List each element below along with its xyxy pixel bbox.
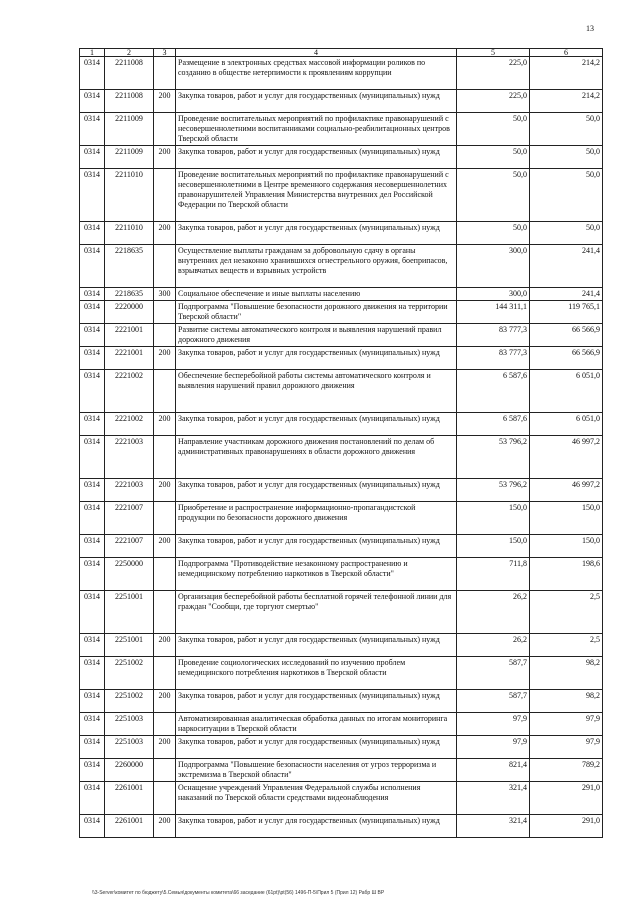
table-row (80, 815, 603, 838)
table-row (80, 782, 603, 815)
cell-section: 0314 (80, 479, 105, 502)
cell-expense-type: 200 (154, 146, 176, 169)
cell-code: 2250000 (105, 558, 154, 591)
cell-executed: 50,0 (530, 113, 603, 146)
table-row (80, 90, 603, 113)
cell-section: 0314 (80, 301, 105, 324)
cell-section: 0314 (80, 591, 105, 634)
table-row (80, 690, 603, 713)
cell-name: Закупка товаров, работ и услуг для государственных (муниципальных) нужд (176, 146, 457, 169)
cell-expense-type: 200 (154, 90, 176, 113)
cell-executed: 50,0 (530, 146, 603, 169)
cell-expense-type (154, 782, 176, 815)
cell-planned: 83 777,3 (457, 347, 530, 370)
cell-code: 2251001 (105, 591, 154, 634)
cell-code: 2221001 (105, 347, 154, 370)
cell-code: 2220000 (105, 301, 154, 324)
cell-section: 0314 (80, 370, 105, 413)
cell-section: 0314 (80, 288, 105, 301)
cell-name: Осуществление выплаты гражданам за добровольную сдачу в органы внутренних дел незаконно хранившихся огнестрельного оружия, боеприпасов, взрывчатых веществ и взрывных устройств (176, 245, 457, 288)
cell-section: 0314 (80, 815, 105, 838)
cell-planned: 150,0 (457, 535, 530, 558)
cell-name: Проведение социологических исследований по изучению проблем немедицинского потребления наркотиков в Тверской области (176, 657, 457, 690)
cell-planned: 26,2 (457, 634, 530, 657)
cell-planned: 225,0 (457, 57, 530, 90)
cell-executed: 241,4 (530, 245, 603, 288)
cell-section: 0314 (80, 634, 105, 657)
cell-executed: 50,0 (530, 222, 603, 245)
cell-code: 2221003 (105, 436, 154, 479)
header-cell-executed: 6 (530, 49, 603, 57)
cell-planned: 26,2 (457, 591, 530, 634)
cell-expense-type (154, 301, 176, 324)
cell-section: 0314 (80, 113, 105, 146)
cell-expense-type (154, 57, 176, 90)
cell-section: 0314 (80, 558, 105, 591)
cell-executed: 97,9 (530, 736, 603, 759)
cell-expense-type (154, 169, 176, 222)
cell-expense-type (154, 558, 176, 591)
cell-expense-type (154, 324, 176, 347)
cell-executed: 214,2 (530, 90, 603, 113)
header-cell-name: 4 (176, 49, 457, 57)
cell-executed: 66 566,9 (530, 347, 603, 370)
cell-expense-type: 200 (154, 690, 176, 713)
cell-name: Подпрограмма "Повышение безопасности населения от угроз терроризма и экстремизма в Тверской области" (176, 759, 457, 782)
cell-executed: 291,0 (530, 815, 603, 838)
cell-section: 0314 (80, 90, 105, 113)
table-row (80, 591, 603, 634)
cell-expense-type: 200 (154, 347, 176, 370)
cell-section: 0314 (80, 690, 105, 713)
cell-code: 2211010 (105, 222, 154, 245)
cell-section: 0314 (80, 245, 105, 288)
cell-planned: 50,0 (457, 146, 530, 169)
cell-name: Размещение в электронных средствах массовой информации роликов по созданию в обществе нетерпимости к проявлениям коррупции (176, 57, 457, 90)
cell-executed: 98,2 (530, 690, 603, 713)
cell-executed: 46 997,2 (530, 436, 603, 479)
cell-section: 0314 (80, 146, 105, 169)
table-row (80, 146, 603, 169)
cell-planned: 53 796,2 (457, 479, 530, 502)
cell-expense-type (154, 436, 176, 479)
cell-planned: 97,9 (457, 713, 530, 736)
cell-code: 2221003 (105, 479, 154, 502)
cell-expense-type (154, 713, 176, 736)
cell-expense-type (154, 370, 176, 413)
table-row (80, 736, 603, 759)
cell-name: Обеспечение бесперебойной работы системы автоматического контроля и выявления нарушений правил дорожного движения (176, 370, 457, 413)
cell-expense-type: 200 (154, 736, 176, 759)
cell-name: Закупка товаров, работ и услуг для государственных (муниципальных) нужд (176, 413, 457, 436)
cell-section: 0314 (80, 759, 105, 782)
cell-executed: 789,2 (530, 759, 603, 782)
cell-expense-type (154, 657, 176, 690)
cell-code: 2251003 (105, 736, 154, 759)
cell-code: 2221007 (105, 535, 154, 558)
cell-name: Направление участникам дорожного движения постановлений по делам об административных правонарушениях в области дорожного движения (176, 436, 457, 479)
cell-section: 0314 (80, 713, 105, 736)
cell-code: 2221001 (105, 324, 154, 347)
table-row (80, 169, 603, 222)
cell-planned: 300,0 (457, 245, 530, 288)
table-row (80, 301, 603, 324)
cell-section: 0314 (80, 736, 105, 759)
cell-expense-type (154, 591, 176, 634)
budget-table (79, 48, 603, 838)
table-row (80, 502, 603, 535)
cell-name: Закупка товаров, работ и услуг для государственных (муниципальных) нужд (176, 736, 457, 759)
file-path-footer: \\3-Server\комитет по бюджету\5.Семья\документы комитета\66 заседание (61pt)\pt(56) 1496-П-5\Прил 5 (Прил 12) Рабр Ш ВР (92, 890, 385, 896)
cell-name: Проведение воспитательных мероприятий по профилактике правонарушений с несовершеннолетними в Центре временного содержания несовершеннолетних правонарушителей Управления Министерства внутренних дел Российской Федерации по Тверской области (176, 169, 457, 222)
cell-code: 2251002 (105, 690, 154, 713)
table-row (80, 245, 603, 288)
cell-planned: 587,7 (457, 690, 530, 713)
cell-executed: 150,0 (530, 535, 603, 558)
cell-name: Проведение воспитательных мероприятий по профилактике правонарушений с несовершеннолетними воспитанниками социально-реабилитационных центров Тверской области (176, 113, 457, 146)
cell-name: Закупка товаров, работ и услуг для государственных (муниципальных) нужд (176, 90, 457, 113)
cell-code: 2260000 (105, 759, 154, 782)
cell-executed: 50,0 (530, 169, 603, 222)
cell-name: Оснащение учреждений Управления Федеральной службы исполнения наказаний по Тверской области средствами видеонаблюдения (176, 782, 457, 815)
table-row (80, 759, 603, 782)
cell-executed: 241,4 (530, 288, 603, 301)
cell-name: Закупка товаров, работ и услуг для государственных (муниципальных) нужд (176, 634, 457, 657)
table-row (80, 436, 603, 479)
table-row (80, 413, 603, 436)
cell-executed: 6 051,0 (530, 413, 603, 436)
cell-executed: 97,9 (530, 713, 603, 736)
cell-name: Подпрограмма "Противодействие незаконному распространению и немедицинскому потреблению наркотиков в Тверской области" (176, 558, 457, 591)
table-row (80, 324, 603, 347)
cell-section: 0314 (80, 324, 105, 347)
header-cell-type: 3 (154, 49, 176, 57)
table-header (80, 49, 603, 57)
cell-expense-type: 200 (154, 535, 176, 558)
cell-expense-type: 200 (154, 815, 176, 838)
cell-expense-type: 200 (154, 479, 176, 502)
table-row (80, 288, 603, 301)
cell-name: Закупка товаров, работ и услуг для государственных (муниципальных) нужд (176, 347, 457, 370)
cell-code: 2251002 (105, 657, 154, 690)
cell-code: 2251001 (105, 634, 154, 657)
header-cell-code: 2 (105, 49, 154, 57)
cell-executed: 6 051,0 (530, 370, 603, 413)
cell-executed: 2,5 (530, 634, 603, 657)
cell-code: 2211008 (105, 90, 154, 113)
cell-section: 0314 (80, 657, 105, 690)
cell-planned: 144 311,1 (457, 301, 530, 324)
cell-planned: 50,0 (457, 169, 530, 222)
cell-section: 0314 (80, 436, 105, 479)
cell-code: 2261001 (105, 815, 154, 838)
cell-executed: 198,6 (530, 558, 603, 591)
cell-code: 2211009 (105, 146, 154, 169)
cell-planned: 225,0 (457, 90, 530, 113)
cell-expense-type (154, 113, 176, 146)
cell-section: 0314 (80, 502, 105, 535)
cell-code: 2218635 (105, 245, 154, 288)
table-row (80, 535, 603, 558)
cell-name: Развитие системы автоматического контроля и выявления нарушений правил дорожного движения (176, 324, 457, 347)
cell-planned: 321,4 (457, 815, 530, 838)
table-row (80, 347, 603, 370)
page-number: 13 (586, 24, 594, 33)
cell-code: 2211008 (105, 57, 154, 90)
cell-code: 2221007 (105, 502, 154, 535)
cell-section: 0314 (80, 413, 105, 436)
cell-planned: 821,4 (457, 759, 530, 782)
cell-executed: 2,5 (530, 591, 603, 634)
cell-expense-type: 300 (154, 288, 176, 301)
cell-section: 0314 (80, 782, 105, 815)
table-row (80, 479, 603, 502)
cell-planned: 50,0 (457, 222, 530, 245)
cell-planned: 6 587,6 (457, 413, 530, 436)
cell-name: Закупка товаров, работ и услуг для государственных (муниципальных) нужд (176, 815, 457, 838)
cell-planned: 50,0 (457, 113, 530, 146)
cell-name: Подпрограмма "Повышение безопасности дорожного движения на территории Тверской области" (176, 301, 457, 324)
cell-planned: 6 587,6 (457, 370, 530, 413)
header-row (80, 49, 603, 57)
cell-executed: 150,0 (530, 502, 603, 535)
cell-executed: 46 997,2 (530, 479, 603, 502)
cell-section: 0314 (80, 169, 105, 222)
cell-executed: 119 765,1 (530, 301, 603, 324)
table-row (80, 370, 603, 413)
cell-name: Организация бесперебойной работы бесплатной горячей телефонной линии для граждан "Сообщи, где торгуют смертью" (176, 591, 457, 634)
table-row (80, 222, 603, 245)
cell-section: 0314 (80, 222, 105, 245)
cell-planned: 97,9 (457, 736, 530, 759)
cell-expense-type (154, 502, 176, 535)
cell-name: Закупка товаров, работ и услуг для государственных (муниципальных) нужд (176, 535, 457, 558)
cell-name: Приобретение и распространение информационно-пропагандистской продукции по безопасности дорожного движения (176, 502, 457, 535)
table-body (80, 57, 603, 838)
header-cell-planned: 5 (457, 49, 530, 57)
cell-name: Социальное обеспечение и иные выплаты населению (176, 288, 457, 301)
table-row (80, 713, 603, 736)
cell-code: 2261001 (105, 782, 154, 815)
cell-section: 0314 (80, 535, 105, 558)
table-row (80, 657, 603, 690)
cell-planned: 587,7 (457, 657, 530, 690)
cell-name: Закупка товаров, работ и услуг для государственных (муниципальных) нужд (176, 690, 457, 713)
cell-section: 0314 (80, 57, 105, 90)
table-row (80, 57, 603, 90)
cell-planned: 711,8 (457, 558, 530, 591)
cell-expense-type (154, 759, 176, 782)
cell-code: 2221002 (105, 370, 154, 413)
cell-expense-type: 200 (154, 413, 176, 436)
cell-expense-type (154, 245, 176, 288)
cell-code: 2218635 (105, 288, 154, 301)
cell-name: Закупка товаров, работ и услуг для государственных (муниципальных) нужд (176, 479, 457, 502)
cell-executed: 214,2 (530, 57, 603, 90)
cell-code: 2211009 (105, 113, 154, 146)
cell-planned: 321,4 (457, 782, 530, 815)
cell-planned: 300,0 (457, 288, 530, 301)
cell-planned: 53 796,2 (457, 436, 530, 479)
cell-name: Закупка товаров, работ и услуг для государственных (муниципальных) нужд (176, 222, 457, 245)
cell-planned: 150,0 (457, 502, 530, 535)
cell-code: 2221002 (105, 413, 154, 436)
cell-executed: 66 566,9 (530, 324, 603, 347)
cell-code: 2211010 (105, 169, 154, 222)
cell-executed: 291,0 (530, 782, 603, 815)
cell-executed: 98,2 (530, 657, 603, 690)
cell-expense-type: 200 (154, 222, 176, 245)
cell-expense-type: 200 (154, 634, 176, 657)
cell-code: 2251003 (105, 713, 154, 736)
cell-section: 0314 (80, 347, 105, 370)
cell-planned: 83 777,3 (457, 324, 530, 347)
table-row (80, 113, 603, 146)
table-row (80, 634, 603, 657)
cell-name: Автоматизированная аналитическая обработка данных по итогам мониторинга наркоситуации в Тверской области (176, 713, 457, 736)
header-cell-section: 1 (80, 49, 105, 57)
table-row (80, 558, 603, 591)
